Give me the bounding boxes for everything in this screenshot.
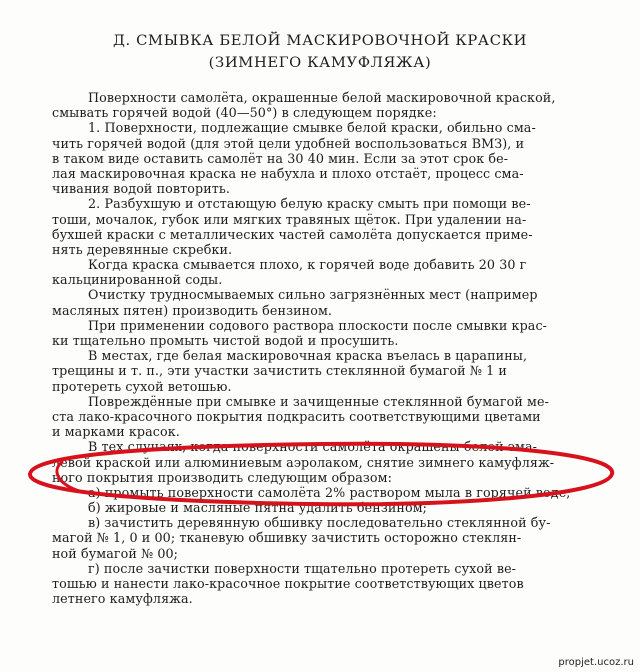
text-line: трещины и т. п., эти участки зачистить стеклянной бумагой № 1 и [52,363,507,379]
text-line: смывать горячей водой (40—50°) в следующем порядке: [52,105,437,121]
text-line: тоши, мочалок, губок или мягких травяных щёток. При удалении на- [52,211,527,227]
text-line: ки тщательно промыть чистой водой и просушить. [52,333,399,348]
text-line: 2. Разбухшую и отстающую белую краску смыть при помощи ве- [88,196,531,212]
paragraph [52,515,592,561]
text-line: масляных пятен) производить бензином. [52,302,333,318]
text-line: В тех случаях, когда поверхности самолёта окрашены белой эма- [88,439,538,455]
paragraph [52,287,592,317]
text-line: б) жировые и масляные пятна удалить бензином; [88,500,428,516]
text-line: летнего камуфляжа. [52,591,193,607]
watermark-url: propjet.ucoz.ru [558,657,634,668]
text-line: чить горячей водой (для этой цели удобней воспользоваться ВМЗ), и [52,135,525,151]
document-body [52,90,592,606]
paragraph [52,485,592,500]
text-line: кальцинированной соды. [52,272,223,288]
paragraph [52,348,592,394]
text-line: бухшей краски с металлических частей самолёта допускается приме- [52,226,533,242]
text-line: левой краской или алюминиевым аэролаком, снятие зимнего камуфляж- [52,454,555,470]
paragraph [52,318,592,348]
text-line: лая маскировочная краска не набухла и плохо отстаёт, процесс сма- [52,165,524,181]
text-line: 1. Поверхности, подлежащие смывке белой краски, обильно сма- [88,120,536,136]
text-line: в) зачистить деревянную обшивку последовательно стеклянной бу- [88,515,551,531]
text-line: а) промыть поверхности самолёта 2% раствором мыла в горячей воде; [88,484,571,500]
text-line: ста лако-красочного покрытия подкрасить соответствующими цветами [52,408,541,424]
paragraph [52,394,592,440]
text-line: г) после зачистки поверхности тщательно протереть сухой ве- [88,560,517,576]
text-line: Поверхности самолёта, окрашенные белой маскировочной краской, [88,90,556,105]
text-line: ной бумагой № 00; [52,545,179,561]
paragraph [52,561,592,607]
paragraph [52,257,592,287]
paragraph [52,439,592,485]
text-line: тошью и нанести лако-красочное покрытие соответствующих цветов [52,576,524,591]
paragraph [52,196,592,257]
text-line: нять деревянные скребки. [52,241,233,257]
text-line: и марками красок. [52,424,180,440]
text-line: Очистку трудносмываемых сильно загрязнённых мест (например [88,287,538,303]
paragraph [52,90,592,120]
section-title [0,30,640,74]
text-line: магой № 1, 0 и 00; тканевую обшивку зачистить осторожно стеклян- [52,530,522,546]
text-line: протереть сухой ветошью. [52,378,232,394]
text-line: в таком виде оставить самолёт на 30 40 мин. Если за этот срок бе- [52,150,509,166]
title-line-2: (ЗИМНЕГО КАМУФЛЯЖА) [208,55,432,71]
text-line: В местах, где белая маскировочная краска въелась в царапины, [88,348,528,364]
paragraph [52,500,592,515]
text-line: При применении содового раствора плоскости после смывки крас- [88,317,548,333]
text-line: Когда краска смывается плохо, к горячей воде добавить 20 30 г [88,257,527,273]
text-line: Повреждённые при смывке и зачищенные стеклянной бумагой ме- [88,393,549,409]
title-line-1: Д. СМЫВКА БЕЛОЙ МАСКИРОВОЧНОЙ КРАСКИ [112,33,528,49]
paragraph [52,120,592,196]
text-line: чивания водой повторить. [52,181,231,197]
text-line: ного покрытия производить следующим образом: [52,469,392,485]
